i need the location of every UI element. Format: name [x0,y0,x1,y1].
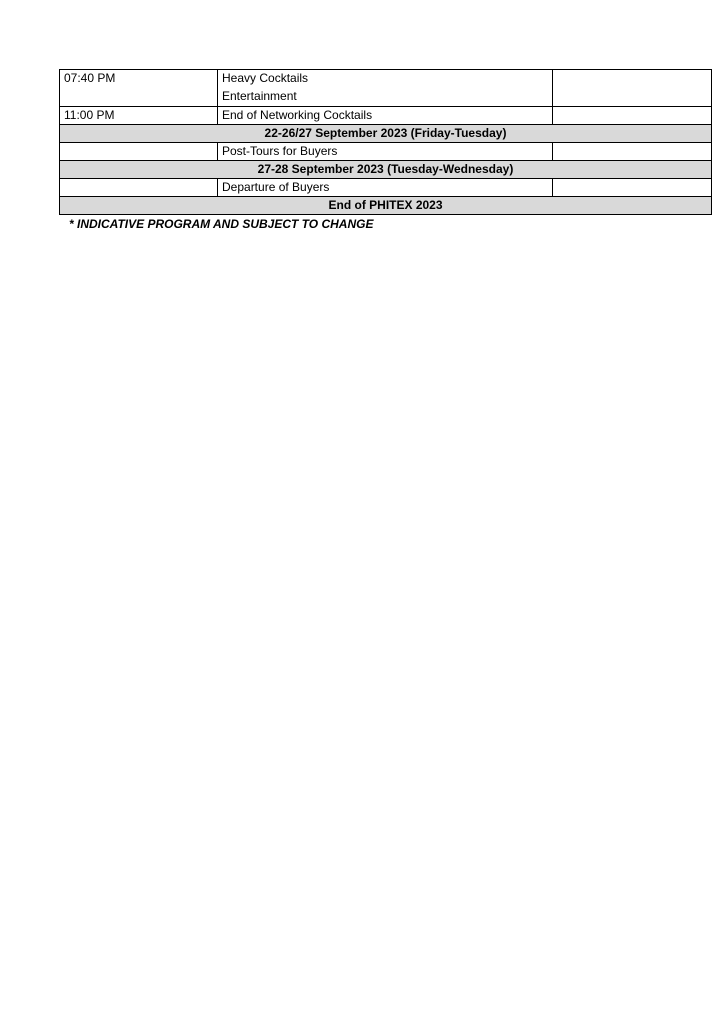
activity-cell: End of Networking Cocktails [218,107,553,125]
time-cell: 11:00 PM [60,107,218,125]
notes-cell [553,70,712,107]
activity-cell: Departure of Buyers [218,179,553,197]
section-header-row [60,197,712,215]
section-header-row [60,161,712,179]
table-row [60,70,712,107]
section-date-heading: 22-26/27 September 2023 (Friday-Tuesday) [60,125,712,143]
program-schedule-table [59,69,712,215]
activity-line: Heavy Cocktails [222,71,309,85]
time-cell [60,179,218,197]
notes-cell [553,107,712,125]
time-cell: 07:40 PM [60,70,218,107]
table-row [60,143,712,161]
notes-cell [553,143,712,161]
notes-cell [553,179,712,197]
table-row [60,107,712,125]
activity-line: Entertainment [222,89,297,103]
activity-cell [218,70,553,107]
end-of-event-heading: End of PHITEX 2023 [60,197,712,215]
disclaimer-note: * INDICATIVE PROGRAM AND SUBJECT TO CHANGE [69,217,374,231]
section-date-heading: 27-28 September 2023 (Tuesday-Wednesday) [60,161,712,179]
activity-cell: Post-Tours for Buyers [218,143,553,161]
section-header-row [60,125,712,143]
table-row [60,179,712,197]
time-cell [60,143,218,161]
